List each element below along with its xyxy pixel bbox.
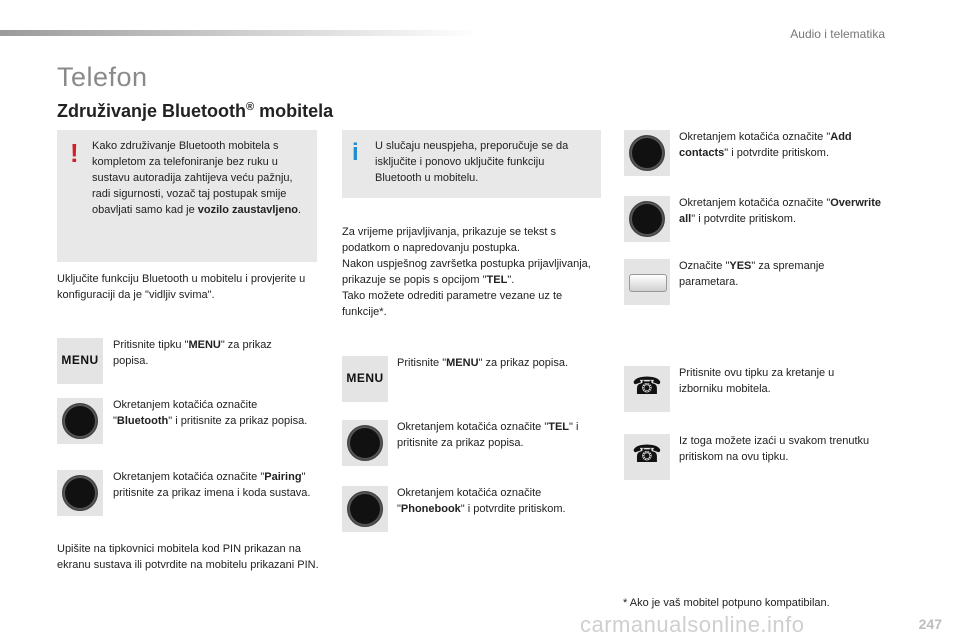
info-text: U slučaju neuspjeha, preporučuje se da isključite i ponovo uključite funkciju Bluetooth u mobitelu.	[375, 140, 569, 184]
col1-step2: Okretanjem kotačića označite "Bluetooth" i pritisnite za prikaz popisa.	[113, 399, 308, 427]
page-number: 247	[918, 616, 942, 632]
col1-intro: Uključite funkciju Bluetooth u mobitelu i provjerite u konfiguraciji da je "vidljiv svima".	[57, 273, 306, 301]
warning-text: Kako združivanje Bluetooth mobitela s kompletom za telefoniranje bez ruku u sustavu autoradija zahtijeva veću pažnju, radi sigurnosti, vozač taj postupak smije obavljati samo kad je vozilo zaustavljeno.	[92, 140, 302, 216]
menu-button-icon: MENU	[342, 356, 388, 402]
rotary-knob-icon	[624, 130, 670, 176]
yes-button-icon	[624, 259, 670, 305]
menu-button-icon: MENU	[57, 338, 103, 384]
col3-step4: Pritisnite ovu tipku za kretanje u izborniku mobitela.	[679, 367, 835, 395]
col3-step1: Okretanjem kotačića označite "Add contacts" i potvrdite pritiskom.	[679, 131, 852, 159]
phone-button-icon: ☎	[624, 434, 670, 480]
col2-step2: Okretanjem kotačića označite "TEL" i pritisnite za prikaz popisa.	[397, 421, 579, 449]
col3-step3: Označite "YES" za spremanje parametara.	[679, 260, 825, 288]
col2-para-c: Tako možete odrediti parametre vezane uz te funkcije*.	[342, 290, 563, 318]
watermark: carmanualsonline.info	[580, 612, 805, 637]
col3-step2: Okretanjem kotačića označite "Overwrite all" i potvrdite pritiskom.	[679, 197, 881, 225]
footnote: * Ako je vaš mobitel potpuno kompatibilan.	[623, 597, 830, 609]
rotary-knob-icon	[57, 470, 103, 516]
rotary-knob-icon	[624, 196, 670, 242]
page-title: Telefon	[57, 62, 148, 92]
warning-icon: !	[70, 138, 79, 168]
col1-step3: Okretanjem kotačića označite "Pairing" pritisnite za prikaz imena i koda sustava.	[113, 471, 311, 499]
info-icon: i	[352, 139, 359, 166]
col2-step3: Okretanjem kotačića označite "Phonebook" i potvrdite pritiskom.	[397, 487, 566, 515]
rotary-knob-icon	[342, 486, 388, 532]
col3-step5: Iz toga možete izaći u svakom trenutku pritiskom na ovu tipku.	[679, 435, 870, 463]
col1-step1: Pritisnite tipku "MENU" za prikaz popisa.	[113, 339, 272, 367]
page-subtitle: Združivanje Bluetooth® mobitela	[57, 101, 334, 121]
col2-step1: Pritisnite "MENU" za prikaz popisa.	[397, 357, 569, 369]
section-title: Audio i telematika	[790, 27, 885, 41]
col2-para-a: Za vrijeme prijavljivanja, prikazuje se tekst s podatkom o napredovanju postupka.	[342, 226, 556, 254]
header-gradient-bar	[0, 30, 480, 36]
col1-outro: Upišite na tipkovnici mobitela kod PIN prikazan na ekranu sustava ili potvrdite na mobitelu prikazani PIN.	[57, 543, 319, 571]
rotary-knob-icon	[342, 420, 388, 466]
phone-button-icon: ☎	[624, 366, 670, 412]
rotary-knob-icon	[57, 398, 103, 444]
col2-para-b: Nakon uspješnog završetka postupka prijavljivanja, prikazuje se popis s opcijom "TEL".	[342, 258, 591, 286]
